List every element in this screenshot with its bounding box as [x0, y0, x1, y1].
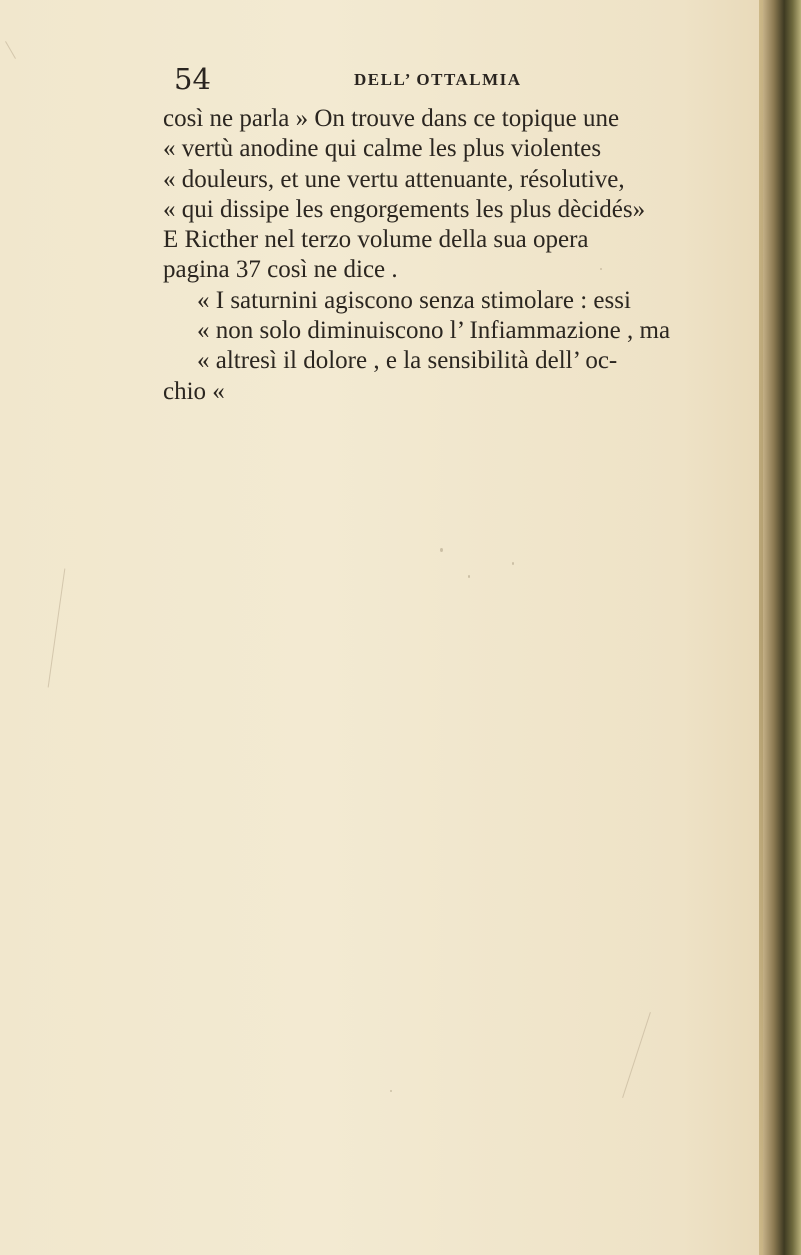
text-line: « non solo diminuiscono l’ Infiammazione , ma [197, 317, 671, 345]
paper-speck [440, 548, 443, 552]
text-line: « I saturnini agiscono senza stimolare : essi [197, 286, 631, 314]
paper-speck [600, 268, 602, 270]
paper-mark [622, 1012, 651, 1098]
page-number: 54 [174, 62, 211, 96]
paper-speck [512, 562, 514, 565]
paper-mark [5, 41, 16, 59]
paper-mark [48, 569, 66, 688]
paper-speck [468, 575, 470, 578]
page-header [174, 62, 614, 102]
page-edge-shadow [759, 0, 763, 1255]
text-line: così ne parla » On trouve dans ce topique une [163, 105, 620, 132]
text-line: « vertù anodine qui calme les plus violentes [163, 135, 602, 163]
text-line: chio « [163, 377, 225, 405]
text-line: « qui dissipe les engorgements les plus dècidés» [163, 195, 646, 223]
text-line: « altresì il dolore , e la sensibilità dell’ oc- [197, 347, 618, 375]
text-line: pagina 37 così ne dice . [163, 256, 398, 284]
running-head: DELL’ OTTALMIA [354, 70, 522, 89]
paper-speck [390, 1090, 392, 1092]
book-spine-edge [759, 0, 801, 1255]
text-line: E Ricther nel terzo volume della sua opera [163, 226, 589, 254]
body-text [160, 104, 740, 407]
text-line: « douleurs, et une vertu attenuante, résolutive, [163, 165, 625, 193]
